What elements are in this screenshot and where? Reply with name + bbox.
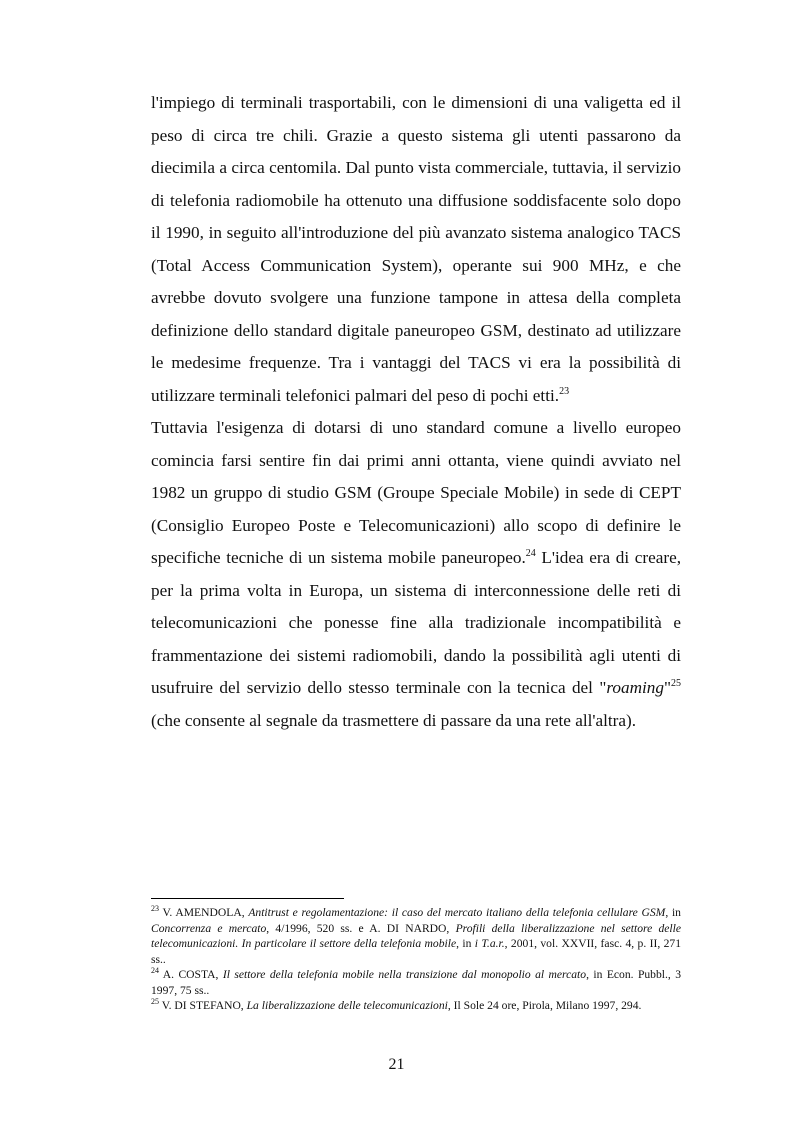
footnote-ref-24[interactable]: 24	[525, 548, 536, 559]
footnote-23: $^{23}$ V. AMENDOLA, Antitrust e regolamentazione: il caso del mercato italiano della telefonia cellulare GSM, in Concorrenza e mercato, 4/1996, 520 ss. e A. DI NARDO, Profili della liberalizzazione nel settore delle telecomunicazioni. In particolare il settore della telefonia mobile, in i T.a.r., 2001, vol. XXVII, fasc. 4, p. II, 271 ss..	[151, 904, 681, 966]
footnote-ref-23[interactable]: 23	[559, 385, 570, 397]
italic-term: roaming	[606, 678, 664, 697]
footnote-24: $^{24}$ A. COSTA, Il settore della telefonia mobile nella transizione dal monopolio al mercato, in Econ. Pubbl., 3 1997, 75 ss..	[151, 966, 681, 997]
footnote-25: $^{25}$ V. DI STEFANO, La liberalizzazione delle telecomunicazioni, Il Sole 24 ore, Pirola, Milano 1997, 294.	[151, 997, 642, 1012]
paragraph-2: Tuttavia l'esigenza di dotarsi di uno standard comune a livello europeo comincia farsi sentire fin dai primi anni ottanta, viene quindi avviato nel 1982 un gruppo di studio GSM (Groupe Speciale Mobile) in sede di CEPT (Consiglio Europeo Poste e Telecomunicazioni) allo scopo di definire le specifiche tecniche di un sistema mobile paneuropeo.$^{24}$ L'idea era di creare, per la prima volta in Europa, un sistema di interconnessione delle reti di telecomunicazioni che ponesse fine alla tradizionale incompatibilità e frammentazione dei sistemi radiomobili, dando la possibilità agli utenti di usufruire del servizio dello stesso terminale con la tecnica del "roaming"$^{25}$ (che consente al segnale da trasmettere di passare da una rete all'altra).	[151, 418, 681, 730]
page-number: 21	[388, 1056, 405, 1073]
body-text	[151, 87, 681, 737]
footnote-ref-25[interactable]: 25	[671, 678, 681, 689]
footnote-separator	[151, 898, 344, 899]
paragraph-1: l'impiego di terminali trasportabili, con le dimensioni di una valigetta ed il peso di circa tre chili. Grazie a questo sistema gli utenti passarono da diecimila a circa centomila. Dal punto vista commerciale, tuttavia, il servizio di telefonia radiomobile ha ottenuto una diffusione soddisfacente solo dopo il 1990, in seguito all'introduzione del più avanzato sistema analogico TACS (Total Access Communication System), operante sui 900 MHz, e che avrebbe dovuto svolgere una funzione tampone in attesa della completa definizione dello standard digitale paneuropeo GSM, destinato ad utilizzare le medesime frequenze. Tra i vantaggi del TACS vi era la possibilità di utilizzare terminali telefonici palmari del peso di pochi etti.$^{23}$	[151, 93, 681, 405]
footnotes	[151, 905, 681, 1014]
